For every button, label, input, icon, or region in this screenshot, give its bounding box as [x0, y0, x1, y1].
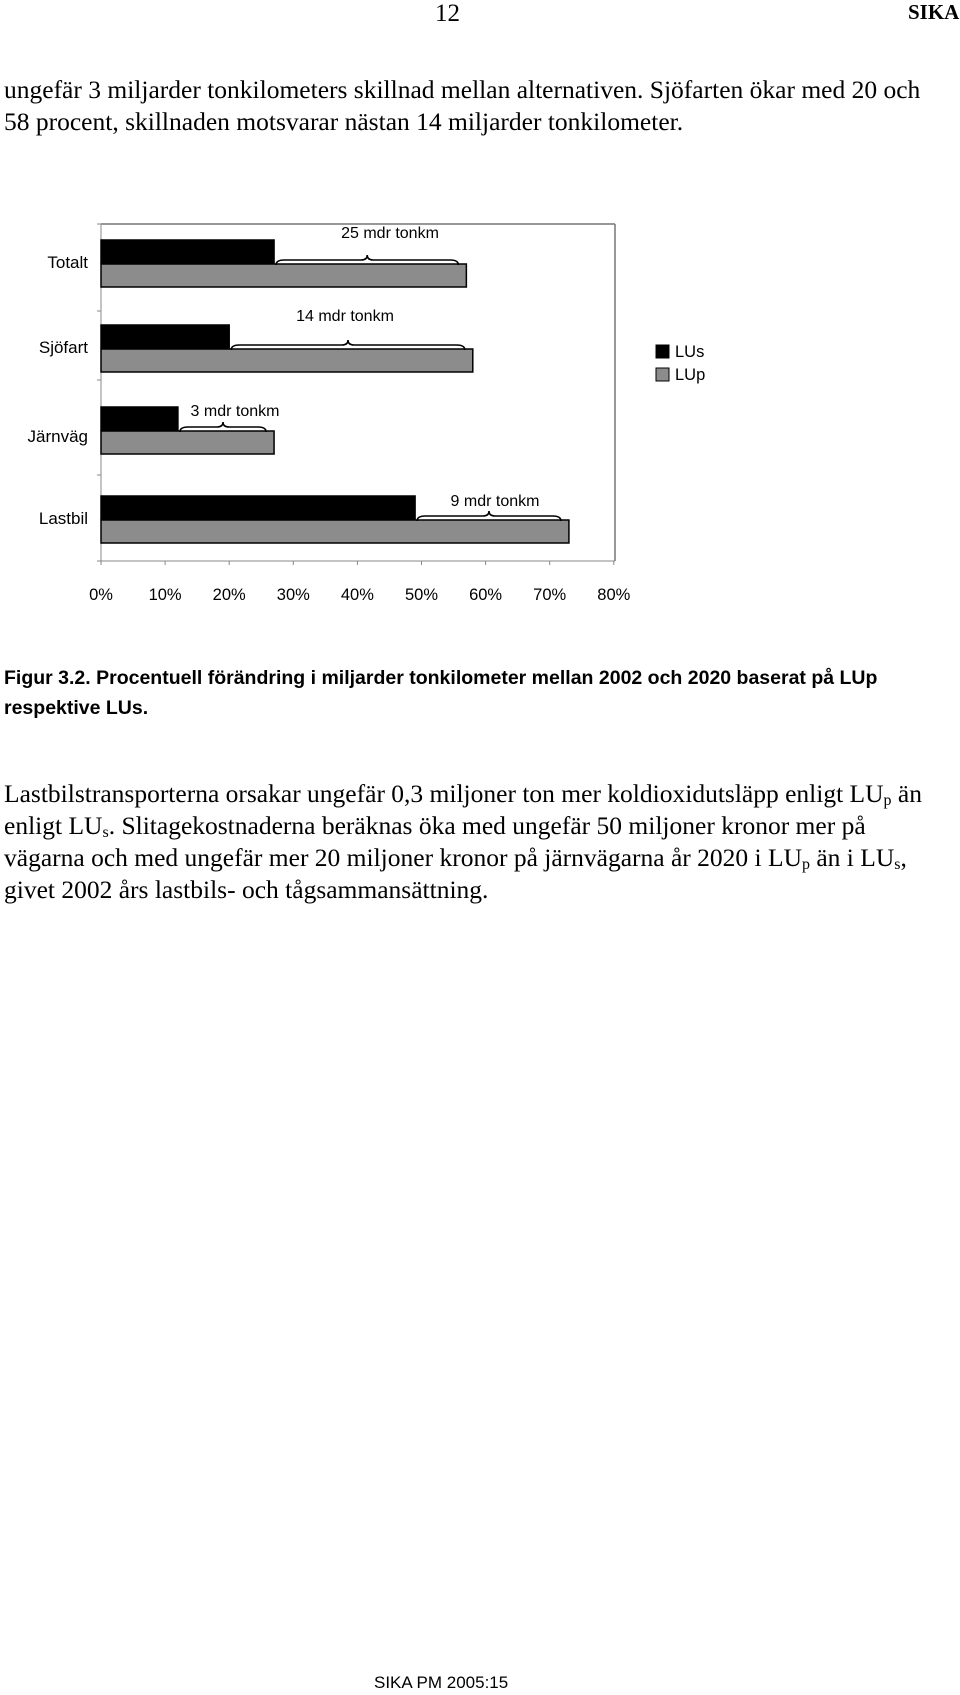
category-label: Järnväg: [27, 427, 88, 446]
subscript-s: s: [894, 856, 901, 873]
chart: [0, 180, 960, 620]
x-tick-label: 40%: [340, 586, 374, 604]
body-text-4: än i LU: [809, 843, 895, 872]
category-label: Sjöfart: [38, 338, 88, 357]
x-tick-label: 0%: [89, 586, 113, 604]
legend-label: LUp: [675, 366, 706, 384]
page-number: 12: [435, 0, 460, 27]
x-tick-label: 60%: [469, 586, 503, 604]
x-tick-labels: [89, 586, 631, 604]
body-text-2: än enligt LU: [4, 779, 922, 840]
page-footer: SIKA PM 2005:15: [374, 1673, 509, 1692]
category-labels: [28, 253, 89, 528]
x-tick-label: 10%: [148, 586, 182, 604]
legend-swatch: [656, 345, 669, 358]
annotation-braces: [180, 255, 561, 521]
category-label: Lastbil: [38, 509, 88, 528]
bar-lup-1: [101, 349, 473, 372]
header-org: SIKA: [908, 0, 960, 24]
body-text-5: , givet 2002 års lastbils- och tågsammansättning.: [4, 843, 907, 904]
x-tick-label: 70%: [533, 586, 567, 604]
legend: [649, 341, 721, 389]
subscript-p: p: [883, 792, 892, 809]
bar-lus-1: [101, 325, 229, 348]
category-label: Totalt: [47, 253, 88, 272]
figure-caption: Figur 3.2. Procentuell förändring i miljarder tonkilometer mellan 2002 och 2020 baserat på LUp respektive LUs.: [4, 667, 878, 719]
bar-lup-0: [101, 264, 466, 287]
subscript-s: s: [102, 824, 109, 841]
bar-lup-2: [101, 431, 274, 454]
bar-lus-3: [101, 496, 415, 519]
body-text-1: Lastbilstransporterna orsakar ungefär 0,3 miljoner ton mer koldioxidutsläpp enligt LU: [4, 779, 884, 808]
annotation-label: 14 mdr tonkm: [296, 308, 394, 325]
bar-lus-2: [101, 407, 178, 430]
annotation-label: 3 mdr tonkm: [190, 403, 280, 420]
x-tick-label: 50%: [404, 586, 439, 604]
x-tick-label: 80%: [597, 586, 631, 604]
legend-label: LUs: [675, 343, 705, 361]
bar-lus-0: [101, 240, 274, 263]
body-paragraph: [4, 778, 949, 906]
legend-swatch: [656, 368, 669, 381]
intro-paragraph: ungefär 3 miljarder tonkilometers skillnad mellan alternativen. Sjöfarten ökar med 20 och 58 procent, skillnaden motsvarar nästan 14 miljarder tonkilometer.: [4, 75, 921, 136]
bar-lup-3: [101, 520, 569, 543]
x-tick-label: 20%: [212, 586, 246, 604]
annotation-label: 25 mdr tonkm: [341, 225, 439, 242]
body-text-3: . Slitagekostnaderna beräknas öka med ungefär 50 miljoner kronor mer på vägarna och med ungefär mer 20 miljoner kronor på järnvägarna år 2020 i LU: [4, 811, 866, 872]
annotation-label: 9 mdr tonkm: [450, 493, 540, 510]
x-tick-label: 30%: [276, 586, 310, 604]
subscript-p: p: [801, 856, 810, 873]
